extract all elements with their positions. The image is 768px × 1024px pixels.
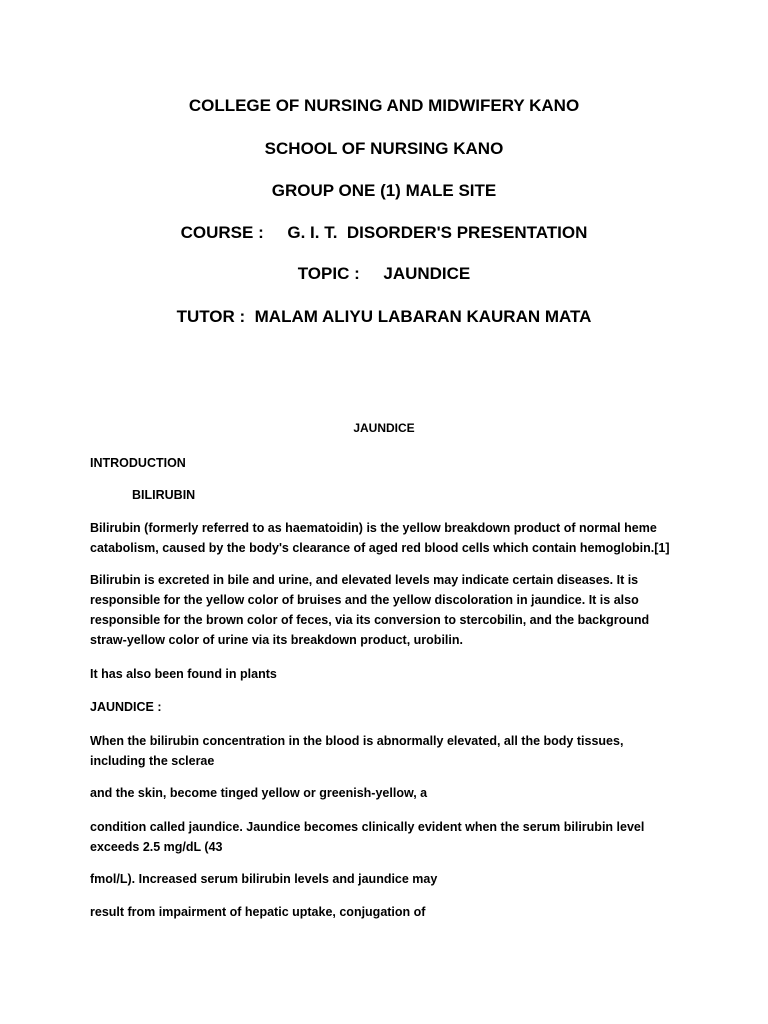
- paragraph-jaundice-3: condition called jaundice. Jaundice becomes clinically evident when the serum bilirubin level exceeds 2.5 mg/dL (43: [90, 820, 645, 854]
- tutor-title: TUTOR : MALAM ALIYU LABARAN KAURAN MATA: [176, 307, 592, 326]
- paragraph-jaundice-2: and the skin, become tinged yellow or greenish-yellow, a: [90, 786, 428, 800]
- jaundice-heading: JAUNDICE :: [90, 700, 162, 714]
- course-title: COURSE : G. I. T. DISORDER'S PRESENTATION: [180, 223, 588, 242]
- paragraph-jaundice-5: result from impairment of hepatic uptake, conjugation of: [90, 905, 426, 919]
- topic-title: TOPIC : JAUNDICE: [297, 264, 471, 283]
- paragraph-jaundice-4: fmol/L). Increased serum bilirubin levels and jaundice may: [90, 872, 438, 886]
- paragraph-jaundice-1: When the bilirubin concentration in the blood is abnormally elevated, all the body tissues, including the sclerae: [90, 734, 624, 768]
- college-title: COLLEGE OF NURSING AND MIDWIFERY KANO: [188, 96, 580, 115]
- group-title: GROUP ONE (1) MALE SITE: [271, 181, 497, 200]
- paragraph-bilirubin-excretion: Bilirubin is excreted in bile and urine, and elevated levels may indicate certain diseases. It is responsible for the yellow color of bruises and the yellow discoloration in jaundice. It is also responsible for the brown color of feces, via its conversion to stercobilin, and the background straw-yellow color of urine via its breakdown product, urobilin.: [90, 573, 650, 647]
- school-title: SCHOOL OF NURSING KANO: [264, 139, 504, 158]
- bilirubin-heading: BILIRUBIN: [132, 488, 196, 502]
- paragraph-plants: It has also been found in plants: [90, 667, 277, 681]
- introduction-heading: INTRODUCTION: [90, 456, 186, 470]
- paragraph-bilirubin-definition: Bilirubin (formerly referred to as haematoidin) is the yellow breakdown product of normal heme catabolism, caused by the body's clearance of aged red blood cells which contain hemoglobin.[1]: [90, 521, 670, 555]
- section-title: JAUNDICE: [353, 421, 415, 435]
